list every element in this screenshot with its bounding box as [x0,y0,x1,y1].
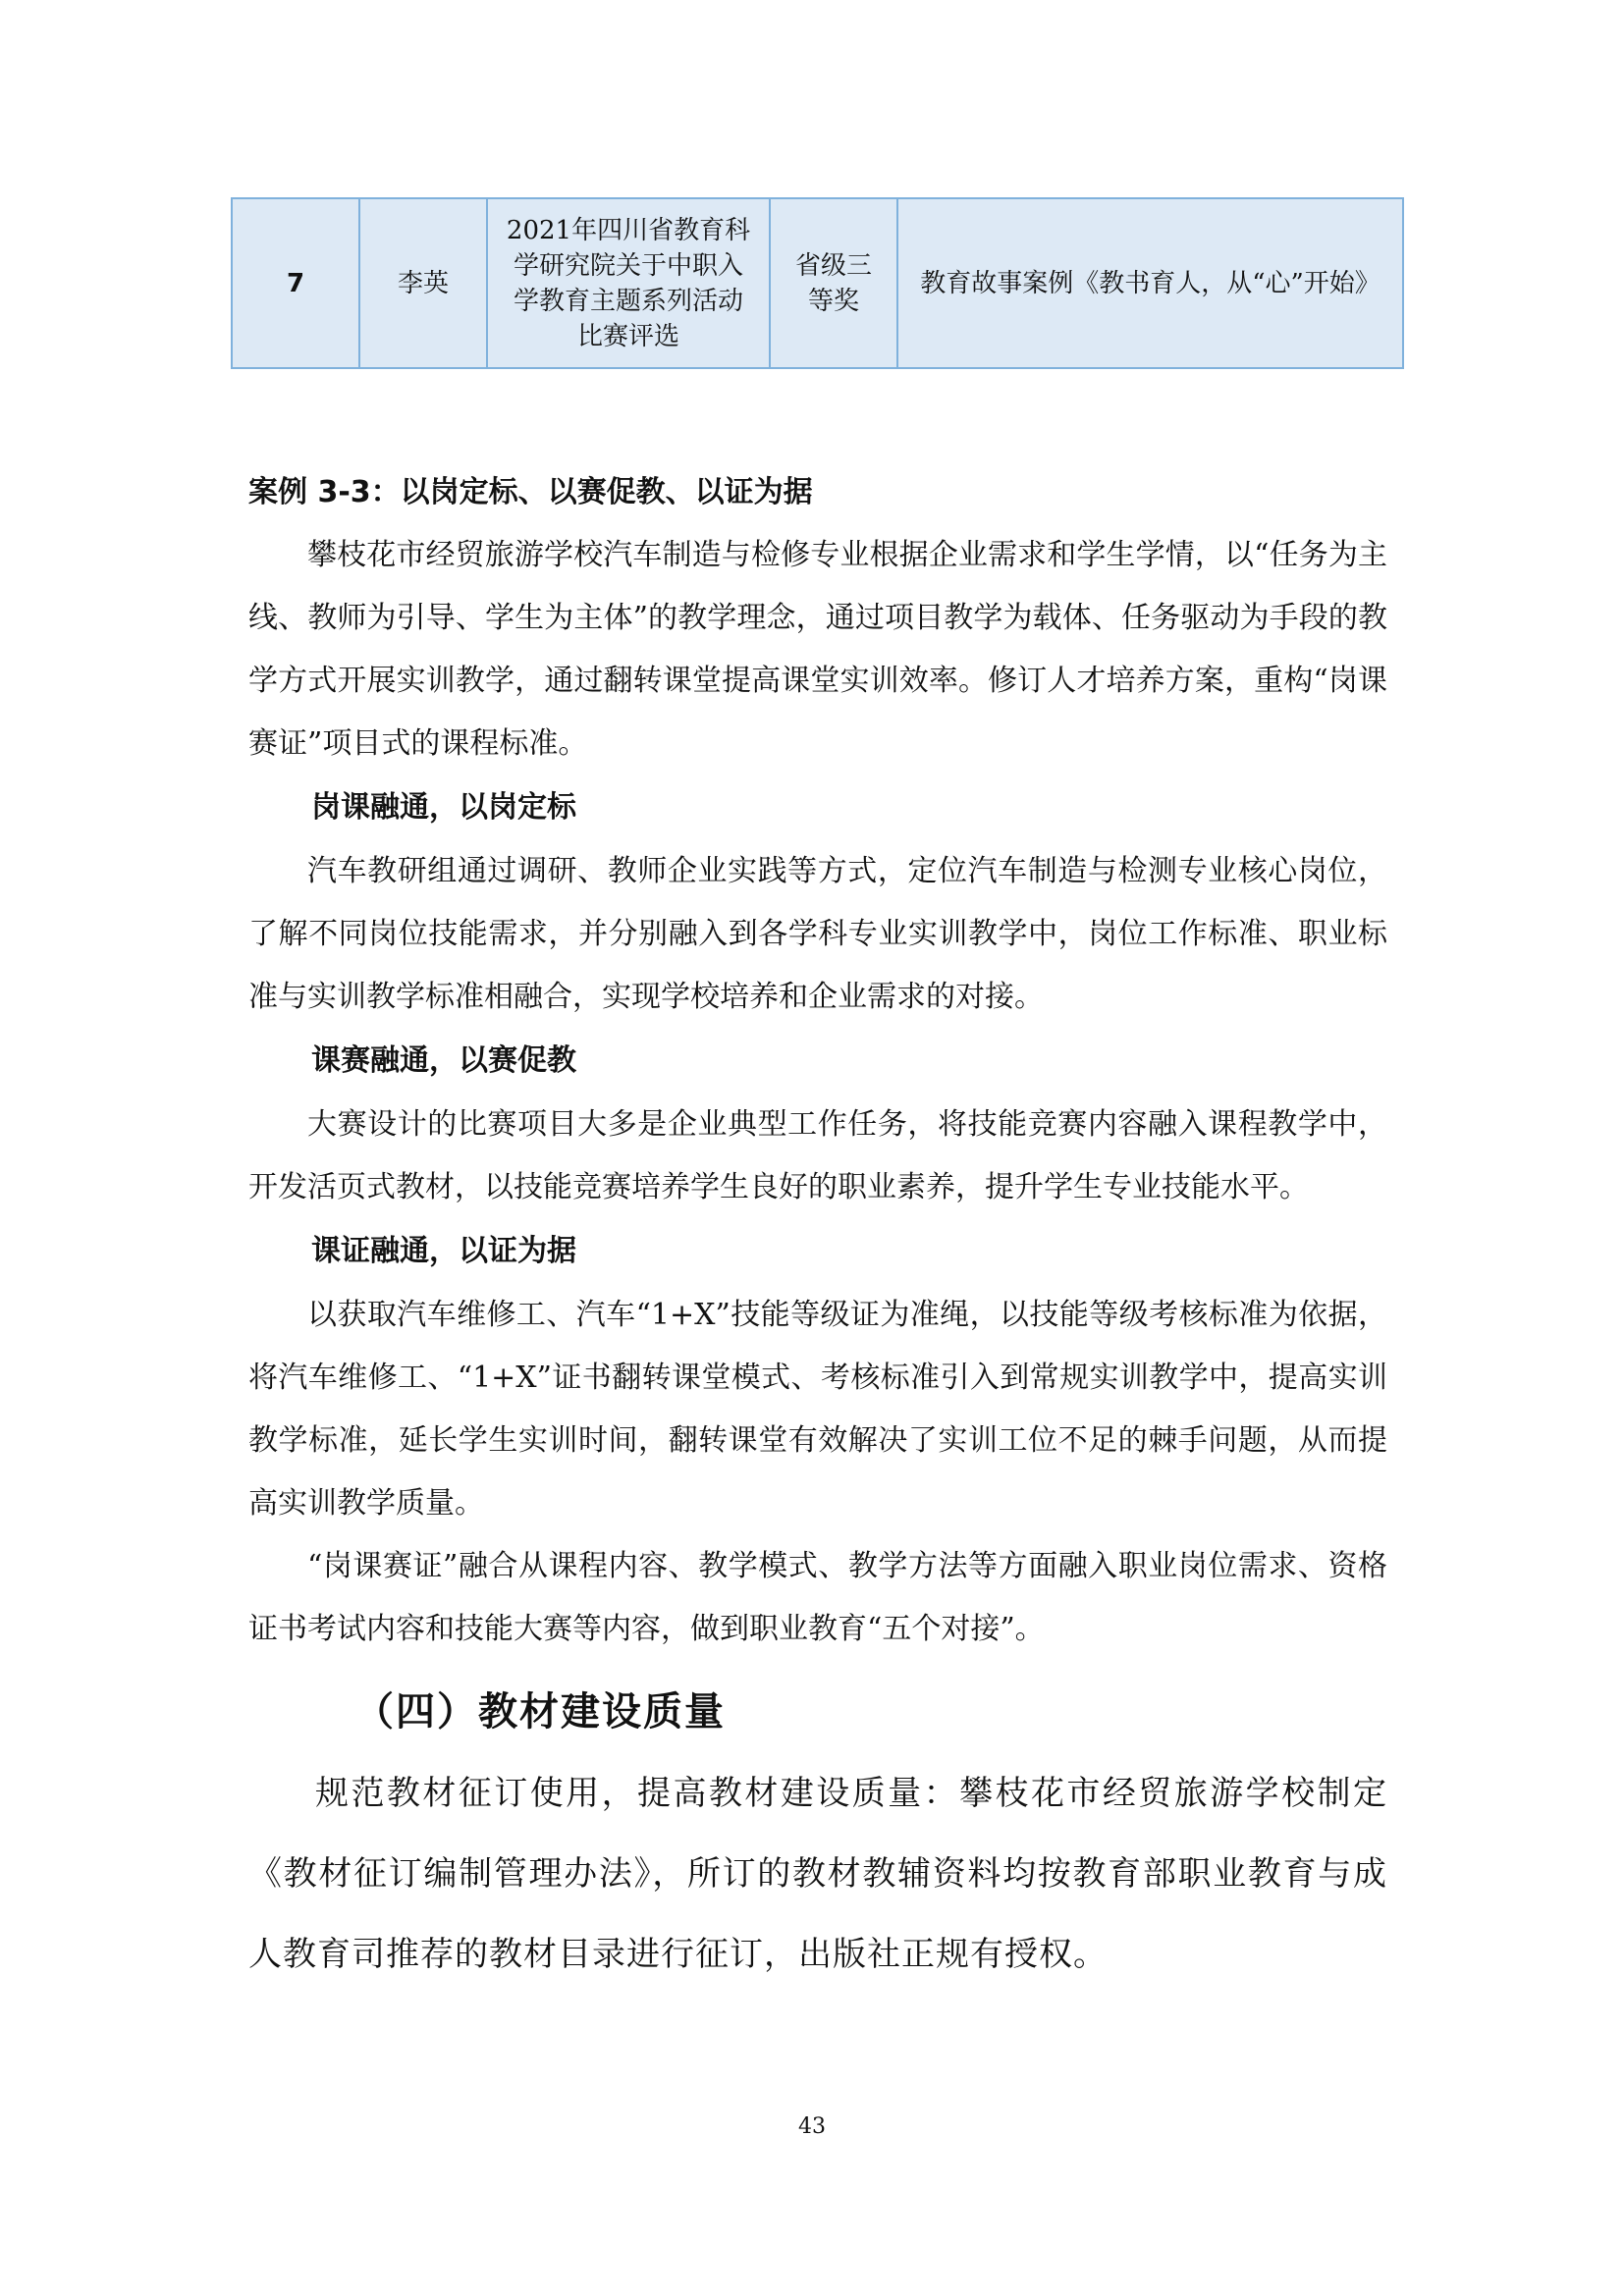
winner-name: 李英 [359,198,487,368]
competition-name: 2021年四川省教育科学研究院关于中职入学教育主题系列活动比赛评选 [487,198,770,368]
section-heading-job-course: 岗课融通，以岗定标 [311,790,576,825]
page-content [248,461,1387,1995]
section-title-textbook: （四）教材建设质量 [354,1689,726,1735]
case-intro: 攀枝花市经贸旅游学校汽车制造与检修专业根据企业需求和学生学情，以“任务为主线、教师为引导、学生为主体”的教学理念，通过项目教学为载体、任务驱动为手段的教学方式开展实训教学，通过翻转课堂提高课堂实训效率。修订人才培养方案，重构“岗课赛证”项目式的课程标准。 [248,538,1387,761]
section-heading-course-certificate: 课证融通，以证为据 [311,1234,576,1268]
case-conclusion: “岗课赛证”融合从课程内容、教学模式、教学方法等方面融入职业岗位需求、资格证书考试内容和技能大赛等内容，做到职业教育“五个对接”。 [248,1549,1387,1646]
section-heading-course-contest: 课赛融通，以赛促教 [311,1043,576,1078]
section-text-course-certificate: 以获取汽车维修工、汽车“1+X”技能等级证为准绳，以技能等级考核标准为依据，将汽车维修工、“1+X”证书翻转课堂模式、考核标准引入到常规实训教学中，提高实训教学标准，延长学生实训时间，翻转课堂有效解决了实训工位不足的棘手问题，从而提高实训教学质量。 [248,1298,1387,1521]
award-table [231,197,1404,369]
table-row [232,198,1403,368]
award-level: 省级三等奖 [770,198,897,368]
section-text-textbook: 规范教材征订使用，提高教材建设质量：攀枝花市经贸旅游学校制定《教材征订编制管理办法》，所订的教材教辅资料均按教育部职业教育与成人教育司推荐的教材目录进行征订，出版社正规有授权。 [248,1774,1387,1974]
award-work: 教育故事案例《教书育人，从“心”开始》 [897,198,1403,368]
section-text-course-contest: 大赛设计的比赛项目大多是企业典型工作任务，将技能竞赛内容融入课程教学中，开发活页式教材，以技能竞赛培养学生良好的职业素养，提升学生专业技能水平。 [248,1107,1387,1204]
row-number: 7 [232,198,359,368]
case-title: 案例 3-3：以岗定标、以赛促教、以证为据 [248,475,813,509]
section-text-job-course: 汽车教研组通过调研、教师企业实践等方式，定位汽车制造与检测专业核心岗位，了解不同岗位技能需求，并分别融入到各学科专业实训教学中，岗位工作标准、职业标准与实训教学标准相融合，实现学校培养和企业需求的对接。 [248,854,1387,1014]
page-number: 43 [798,2114,826,2139]
